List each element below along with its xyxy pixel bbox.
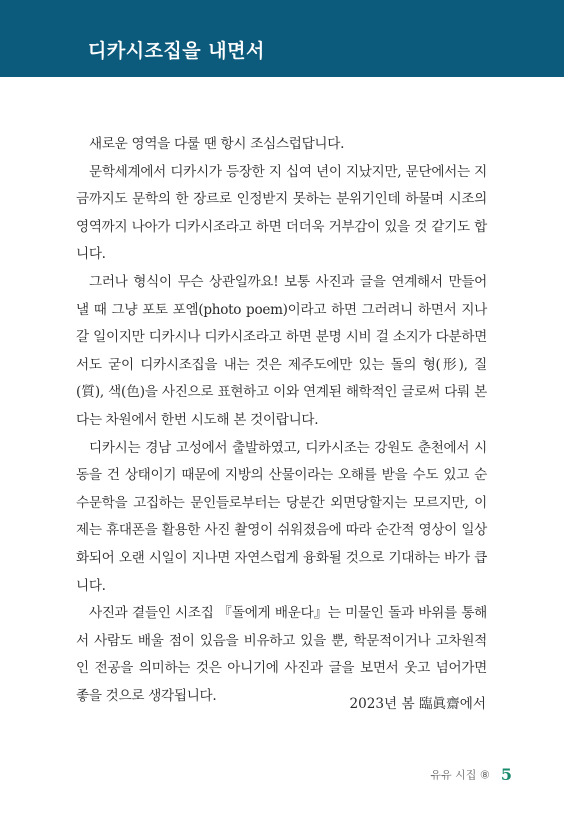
preface-body bbox=[76, 131, 487, 710]
paragraph: 사진과 곁들인 시조집 『돌에게 배운다』는 미물인 돌과 바위를 통해서 사람도 배울 점이 있음을 비유하고 있을 뿐, 학문적이거나 고차원적인 전공을 의미하는 것은 아니기에 사진과 글을 보면서 웃고 넘어가면 좋을 것으로 생각됩니다. bbox=[76, 605, 487, 704]
page-number: 5 bbox=[500, 765, 512, 784]
header-band bbox=[0, 0, 564, 77]
paragraph: 디카시는 경남 고성에서 출발하였고, 디카시조는 강원도 춘천에서 시동을 건 상태이기 때문에 지방의 산물이라는 오해를 받을 수도 있고 순수문학을 고집하는 문인들로부터는 당분간 외면당할지는 모르지만, 이제는 휴대폰을 활용한 사진 촬영이 쉬워졌음에 따라 순간적 영상이 일상화되어 오랜 시일이 지나면 자연스럽게 융화될 것으로 기대하는 바가 큽니다. bbox=[76, 439, 487, 594]
paragraph: 문학세계에서 디카시가 등장한 지 십여 년이 지났지만, 문단에서는 지금까지도 문학의 한 장르로 인정받지 못하는 분위기인데 하물며 시조의 영역까지 나아가 디카시조라고 하면 더더욱 거부감이 있을 것 같기도 합니다. bbox=[76, 163, 487, 263]
paragraph: 새로운 영역을 다룰 땐 항시 조심스럽답니다. bbox=[89, 136, 345, 152]
page-footer bbox=[430, 764, 512, 784]
book-title-label: 유유 시집 ⑧ bbox=[430, 768, 490, 782]
signature-line: 2023년 봄 臨眞齋에서 bbox=[349, 696, 486, 712]
page-title: 디카시조집을 내면서 bbox=[88, 40, 265, 62]
paragraph: 그러나 형식이 무슨 상관일까요! 보통 사진과 글을 연계해서 만들어 낼 때 그냥 포토 포엠(photo poem)이라고 하면 그러려니 하면서 지나갈 일이지만 디카시나 디카시조라고 하면 분명 시비 걸 소지가 다분하면서도 굳이 디카시조집을 내는 것은 제주도에만 있는 돌의 형(形), 질(質), 색(色)을 사진으로 표현하고 이와 연계된 해학적인 글로써 다뤄 본다는 차원에서 한번 시도해 본 것이랍니다. bbox=[76, 273, 487, 428]
